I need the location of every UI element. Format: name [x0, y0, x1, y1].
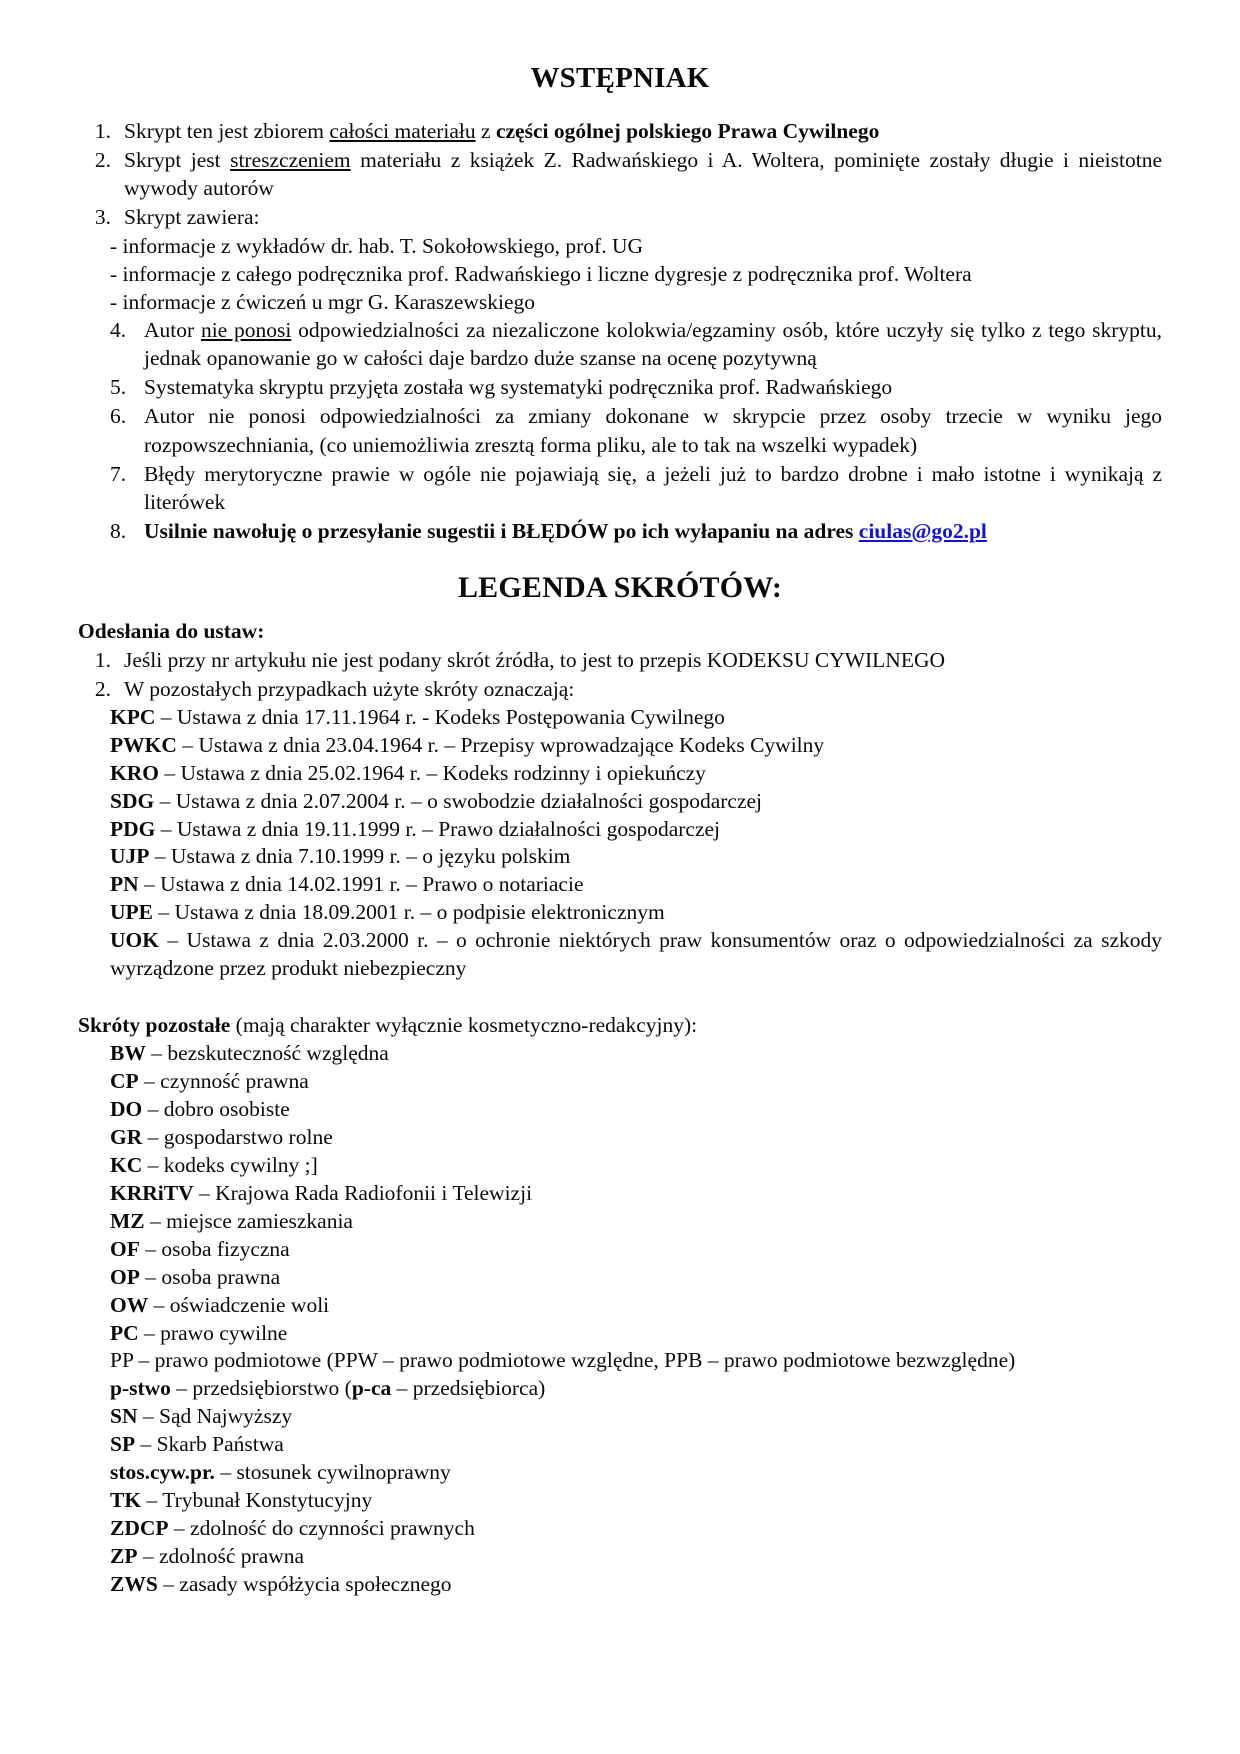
abbr-key: OW	[110, 1292, 149, 1317]
abbr-item	[110, 1096, 1162, 1124]
legend-other-abbreviations-part2	[78, 1403, 1162, 1599]
abbr-key: PN	[110, 872, 139, 897]
abbr-key: CP	[110, 1069, 139, 1094]
abbr-description: – Ustawa z dnia 18.09.2001 r. – o podpisie elektronicznym	[153, 900, 665, 925]
abbr-key: UPE	[110, 900, 153, 925]
abbr-item	[110, 1543, 1162, 1571]
abbr-key: ZP	[110, 1544, 138, 1569]
other-label-bold: Skróty pozostałe	[78, 1013, 231, 1038]
list-item-text	[124, 146, 1162, 202]
abbr-key: KRO	[110, 760, 159, 785]
abbr-item	[110, 1208, 1162, 1236]
list-item	[110, 517, 1162, 545]
text-plain: Systematyka skryptu przyjęta została wg systematyki podręcznika prof. Radwańskiego	[144, 375, 893, 400]
abbr-item	[110, 1515, 1162, 1543]
intro-list-part2	[78, 316, 1162, 544]
list-item-marker: 5.	[110, 375, 127, 400]
legend-statute-abbreviations	[78, 704, 1162, 983]
abbr-key-pca: p-ca	[351, 1376, 392, 1401]
legend-other-abbreviations-part1	[78, 1040, 1162, 1347]
abbr-description: – Ustawa z dnia 14.02.1991 r. – Prawo o notariacie	[138, 872, 584, 897]
abbr-description: – Skarb Państwa	[135, 1432, 284, 1457]
abbr-item	[110, 732, 1162, 760]
abbr-item	[110, 1068, 1162, 1096]
abbr-item	[110, 1320, 1162, 1348]
abbr-key: MZ	[110, 1208, 145, 1233]
abbr-key: OF	[110, 1236, 140, 1261]
abbr-description: – zdolność prawna	[137, 1544, 305, 1569]
list-item-text	[144, 316, 1162, 372]
list-item-text	[144, 460, 1162, 516]
abbr-key-pp: PP	[110, 1348, 134, 1373]
abbr-desc-pp: – prawo podmiotowe (PPW – prawo podmiotowe względne, PPB – prawo podmiotowe bezwzględne)	[133, 1348, 1016, 1373]
text-plain: materiału z książek Z. Radwańskiego i A. Woltera, pominięte zostały długie i nieistotne wywody autorów	[124, 148, 1162, 201]
abbr-description: – miejsce zamieszkania	[144, 1208, 353, 1233]
intro-dash-line: - informacje z ćwiczeń u mgr G. Karaszewskiego	[110, 290, 536, 315]
text-plain: z	[475, 119, 496, 143]
abbr-item	[110, 788, 1162, 816]
abbr-description: – Ustawa z dnia 2.07.2004 r. – o swobodzie działalności gospodarczej	[154, 788, 763, 813]
abbr-item	[110, 1431, 1162, 1459]
abbr-description: – Krajowa Rada Radiofonii i Telewizji	[193, 1180, 533, 1205]
abbr-key: stos.cyw.pr.	[110, 1460, 215, 1485]
abbr-key: TK	[110, 1488, 142, 1513]
list-item-text	[124, 203, 1162, 231]
abbr-item	[110, 1459, 1162, 1487]
abbr-description: – Ustawa z dnia 7.10.1999 r. – o języku polskim	[149, 844, 571, 869]
list-item-marker: 1.	[94, 647, 111, 672]
list-item-marker: 8.	[110, 518, 127, 543]
text-bold: części ogólnej polskiego Prawa Cywilnego	[495, 119, 880, 143]
list-item-text	[144, 517, 1162, 545]
list-item-marker: 1.	[94, 119, 111, 143]
abbr-key: SP	[110, 1432, 136, 1457]
abbr-key: BW	[110, 1041, 146, 1066]
text-plain: Skrypt jest	[124, 148, 231, 173]
text-plain: Autor nie ponosi odpowiedzialności za zmiany dokonane w skrypcie przez osoby trzecie w wyniku jego rozpowszechniania, (co uniemożliwia zresztą forma pliku, ale to tak na wszelki wypadek)	[144, 404, 1162, 457]
text-plain: Autor	[144, 318, 201, 343]
list-item-marker: 3.	[94, 205, 111, 230]
list-item	[110, 373, 1162, 401]
list-item-marker: 2.	[94, 676, 111, 701]
list-item-text	[124, 675, 1162, 703]
abbr-description: – Ustawa z dnia 2.03.2000 r. – o ochronie niektórych praw konsumentów oraz o odpowiedzialności za szkody wyrządzone przez produkt niebezpieczny	[110, 928, 1162, 981]
abbr-item	[110, 871, 1162, 899]
email-link[interactable]: ciulas@go2.pl	[858, 518, 987, 543]
list-item	[110, 460, 1162, 516]
abbr-key: PDG	[110, 816, 156, 841]
abbr-key: ZDCP	[110, 1516, 169, 1541]
intro-dash-line: - informacje z całego podręcznika prof. Radwańskiego i liczne dygresje z podręcznika prof. Woltera	[110, 262, 972, 287]
other-label-rest: (mają charakter wyłącznie kosmetyczno-redakcyjny):	[230, 1013, 698, 1038]
text-plain: Błędy merytoryczne prawie w ogóle nie pojawiają się, a jeżeli już to bardzo drobne i mało istotne i wynikają z literówek	[144, 461, 1162, 514]
legend-statute-notes	[78, 646, 1162, 703]
abbr-item	[110, 927, 1162, 983]
list-item	[78, 146, 1162, 202]
abbr-item	[110, 1152, 1162, 1180]
abbr-desc-pstwo-2: – przedsiębiorca)	[391, 1376, 546, 1401]
abbr-description: – stosunek cywilnoprawny	[214, 1460, 451, 1485]
abbr-key: KRRiTV	[110, 1180, 194, 1205]
abbr-key: GR	[110, 1124, 143, 1149]
list-item-marker: 2.	[94, 148, 111, 173]
text-plain: Skrypt ten jest zbiorem	[124, 119, 330, 143]
abbr-description: – zasady współżycia społecznego	[157, 1571, 452, 1596]
abbr-description: – kodeks cywilny ;]	[142, 1152, 318, 1177]
list-item-text	[124, 646, 1162, 674]
abbr-key: SN	[110, 1404, 138, 1429]
abbr-description: – dobro osobiste	[142, 1097, 290, 1122]
abbr-description: – Sąd Najwyższy	[137, 1404, 293, 1429]
abbr-key: UJP	[110, 844, 150, 869]
intro-dash-lines	[78, 232, 1162, 316]
list-item-marker: 7.	[110, 461, 127, 486]
abbr-description: – Ustawa z dnia 17.11.1964 r. - Kodeks Postępowania Cywilnego	[155, 704, 725, 729]
abbr-key: UOK	[110, 928, 159, 953]
abbr-item	[110, 704, 1162, 732]
abbr-item	[110, 1124, 1162, 1152]
abbr-key: PWKC	[110, 732, 177, 757]
list-item-text	[124, 117, 1162, 145]
abbr-item-pp	[110, 1347, 1162, 1375]
abbr-description: – Trybunał Konstytucyjny	[141, 1488, 373, 1513]
text-plain: Skrypt zawiera:	[124, 205, 260, 230]
abbr-description: – Ustawa z dnia 23.04.1964 r. – Przepisy wprowadzające Kodeks Cywilny	[176, 732, 825, 757]
abbr-item	[110, 1040, 1162, 1068]
abbr-key: OP	[110, 1264, 140, 1289]
list-item-marker: 6.	[110, 404, 127, 429]
abbr-description: – Ustawa z dnia 25.02.1964 r. – Kodeks rodzinny i opiekuńczy	[158, 760, 706, 785]
abbr-key: KPC	[110, 704, 156, 729]
list-item-marker: 4.	[110, 318, 127, 343]
abbr-item	[110, 1236, 1162, 1264]
legend-subsection-statutes-label: Odesłania do ustaw:	[78, 618, 265, 643]
list-item	[78, 646, 1162, 674]
text-plain: Jeśli przy nr artykułu nie jest podany skrót źródła, to jest to przepis KODEKSU CYWILNEGO	[124, 647, 946, 672]
abbr-item	[110, 760, 1162, 788]
abbr-item	[110, 816, 1162, 844]
abbr-description: – oświadczenie woli	[148, 1292, 330, 1317]
intro-list-part1	[78, 117, 1162, 231]
page-title-legenda: LEGENDA SKRÓTÓW:	[457, 570, 783, 604]
abbr-description: – gospodarstwo rolne	[142, 1124, 333, 1149]
legend-subsection-other-label	[78, 1013, 1162, 1038]
abbr-description: – osoba prawna	[139, 1264, 281, 1289]
abbr-description: – Ustawa z dnia 19.11.1999 r. – Prawo działalności gospodarczej	[155, 816, 721, 841]
abbr-item	[110, 1180, 1162, 1208]
abbr-key: ZWS	[110, 1571, 158, 1596]
abbr-item	[110, 1292, 1162, 1320]
abbr-key: KC	[110, 1152, 143, 1177]
text-underline: całości materiału	[329, 119, 476, 143]
abbr-description: – czynność prawna	[138, 1069, 309, 1094]
abbr-item	[110, 843, 1162, 871]
intro-dash-line: - informacje z wykładów dr. hab. T. Sokołowskiego, prof. UG	[110, 234, 644, 259]
abbr-description: – zdolność do czynności prawnych	[168, 1516, 475, 1541]
list-item	[78, 203, 1162, 231]
abbr-item	[110, 899, 1162, 927]
abbr-item-pstwo	[110, 1375, 1162, 1403]
list-item-text	[144, 373, 1162, 401]
list-item	[78, 117, 1162, 145]
text-underline: streszczeniem	[230, 148, 351, 173]
abbr-item	[110, 1571, 1162, 1599]
abbr-description: – bezskuteczność względna	[145, 1041, 389, 1066]
section-spacer	[78, 983, 1162, 1013]
abbr-key: DO	[110, 1097, 143, 1122]
abbr-item	[110, 1403, 1162, 1431]
abbr-desc-pstwo-1: – przedsiębiorstwo (	[170, 1376, 352, 1401]
text-underline: nie ponosi	[200, 318, 292, 343]
text-plain: W pozostałych przypadkach użyte skróty oznaczają:	[124, 676, 575, 701]
abbr-description: – osoba fizyczna	[139, 1236, 290, 1261]
abbr-item	[110, 1264, 1162, 1292]
abbr-description: – prawo cywilne	[138, 1320, 288, 1345]
list-item-text	[144, 402, 1162, 458]
abbr-key-pstwo: p-stwo	[110, 1376, 171, 1401]
list-item	[78, 675, 1162, 703]
list-item	[110, 316, 1162, 372]
text-bold: Usilnie nawołuję o przesyłanie sugestii i BŁĘDÓW po ich wyłapaniu na adres	[144, 518, 859, 543]
list-item	[110, 402, 1162, 458]
abbr-key: PC	[110, 1320, 139, 1345]
text-plain: odpowiedzialności za niezaliczone kolokwia/egzaminy osób, które uczyły się tylko z tego skryptu, jednak opanowanie go w całości daje bardzo duże szanse na ocenę pozytywną	[144, 318, 1162, 371]
page-title-wstepniak: WSTĘPNIAK	[530, 62, 710, 94]
abbr-item	[110, 1487, 1162, 1515]
abbr-key: SDG	[110, 788, 155, 813]
